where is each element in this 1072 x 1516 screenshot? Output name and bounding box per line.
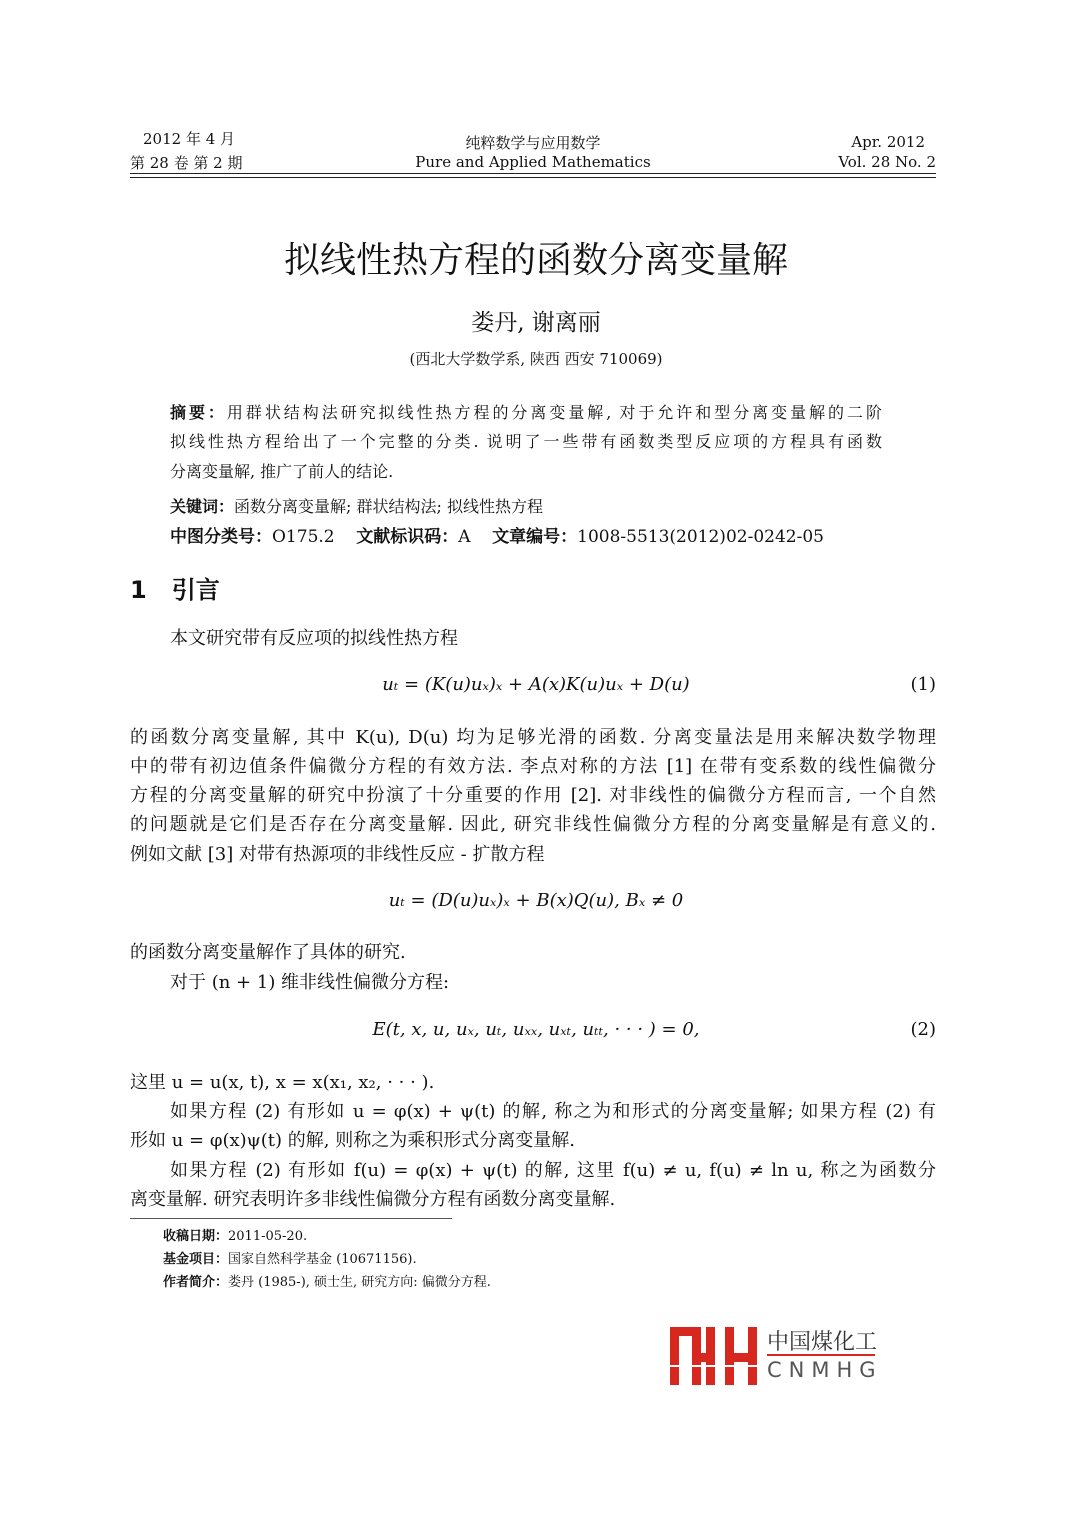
equation-2-number: (2) <box>910 1019 936 1040</box>
section-heading: 1 引言 <box>130 576 220 604</box>
cnmhg-logo-icon <box>670 1325 760 1387</box>
watermark-cn: 中国煤化工 <box>767 1330 878 1355</box>
header-rule <box>130 173 936 174</box>
journal-name-en: Pure and Applied Mathematics <box>415 153 651 171</box>
paragraph-line: 中的带有初边值条件偏微分方程的有效方法. 李点对称的方法 [1] 在带有变系数的线性偏微分 <box>130 756 936 777</box>
footnote-bio: 作者简介：娄丹 (1985-), 硕士生, 研究方向: 偏微分方程. <box>163 1275 491 1290</box>
paper-title: 拟线性热方程的函数分离变量解 <box>283 240 788 281</box>
equation-1-number: (1) <box>910 674 936 695</box>
abstract-line: 分离变量解, 推广了前人的结论. <box>170 462 394 481</box>
abstract-line: 摘要：用群状结构法研究拟线性热方程的分离变量解, 对于允许和型分离变量解的二阶 <box>170 403 882 422</box>
header-rule-2 <box>130 177 936 178</box>
paragraph-line: 这里 u = u(x, t), x = x(x₁, x₂, · · · ). <box>130 1072 435 1093</box>
footnote-fund: 基金项目：国家自然科学基金 (10671156). <box>163 1252 417 1267</box>
paragraph-line: 的问题就是它们是否存在分离变量解. 因此, 研究非线性偏微分方程的分离变量解是有意义的. <box>130 814 936 835</box>
journal-name-cn: 纯粹数学与应用数学 <box>465 134 601 152</box>
equation-reaction-diffusion: uₜ = (D(u)uₓ)ₓ + B(x)Q(u), Bₓ ≠ 0 <box>388 890 684 911</box>
watermark-divider <box>767 1354 875 1356</box>
header-volume-en: Vol. 28 No. 2 <box>838 153 936 171</box>
header-volume: 第 28 卷 第 2 期 <box>130 154 243 172</box>
watermark-logo <box>670 1325 883 1387</box>
affiliation: (西北大学数学系, 陕西 西安 710069) <box>409 350 663 368</box>
abstract-label: 摘要： <box>170 403 227 422</box>
paragraph: 本文研究带有反应项的拟线性热方程 <box>170 628 458 649</box>
equation-1: uₜ = (K(u)uₓ)ₓ + A(x)K(u)uₓ + D(u) <box>382 674 690 695</box>
authors: 娄丹, 谢离丽 <box>471 310 601 336</box>
paragraph-line: 对于 (n + 1) 维非线性偏微分方程: <box>170 972 450 993</box>
equation-2: E(t, x, u, uₓ, uₜ, uₓₓ, uₓₜ, uₜₜ, · · · ) = 0, <box>372 1019 700 1040</box>
header-date: 2012 年 4 月 <box>143 130 236 148</box>
keywords: 关键词：函数分离变量解; 群状结构法; 拟线性热方程 <box>170 497 543 516</box>
footnote-received: 收稿日期：2011-05-20. <box>163 1229 308 1244</box>
classification: 中图分类号：O175.2 文献标识码：A 文章编号：1008-5513(2012)02-0242-05 <box>170 527 824 547</box>
paragraph-line: 的函数分离变量解, 其中 K(u), D(u) 均为足够光滑的函数. 分离变量法是用来解决数学物理 <box>130 727 936 748</box>
paragraph-line: 如果方程 (2) 有形如 u = φ(x) + ψ(t) 的解, 称之为和形式的分离变量解; 如果方程 (2) 有 <box>170 1101 936 1122</box>
paragraph-line: 例如文献 [3] 对带有热源项的非线性反应 - 扩散方程 <box>130 844 545 865</box>
footnote-rule <box>130 1218 452 1219</box>
paragraph-line: 形如 u = φ(x)ψ(t) 的解, 则称之为乘积形式分离变量解. <box>130 1130 575 1151</box>
paragraph-line: 如果方程 (2) 有形如 f(u) = φ(x) + ψ(t) 的解, 这里 f(u) ≠ u, f(u) ≠ ln u, 称之为函数分 <box>170 1160 936 1181</box>
paragraph-line: 方程的分离变量解的研究中扮演了十分重要的作用 [2]. 对非线性的偏微分方程而言, 一个自然 <box>130 785 936 806</box>
abstract-line: 拟线性热方程给出了一个完整的分类. 说明了一些带有函数类型反应项的方程具有函数 <box>170 432 882 451</box>
paragraph-line: 的函数分离变量解作了具体的研究. <box>130 942 406 963</box>
paragraph-line: 离变量解. 研究表明许多非线性偏微分方程有函数分离变量解. <box>130 1189 616 1210</box>
watermark-en: CNMHG <box>767 1358 883 1382</box>
header-date-en: Apr. 2012 <box>851 133 925 151</box>
